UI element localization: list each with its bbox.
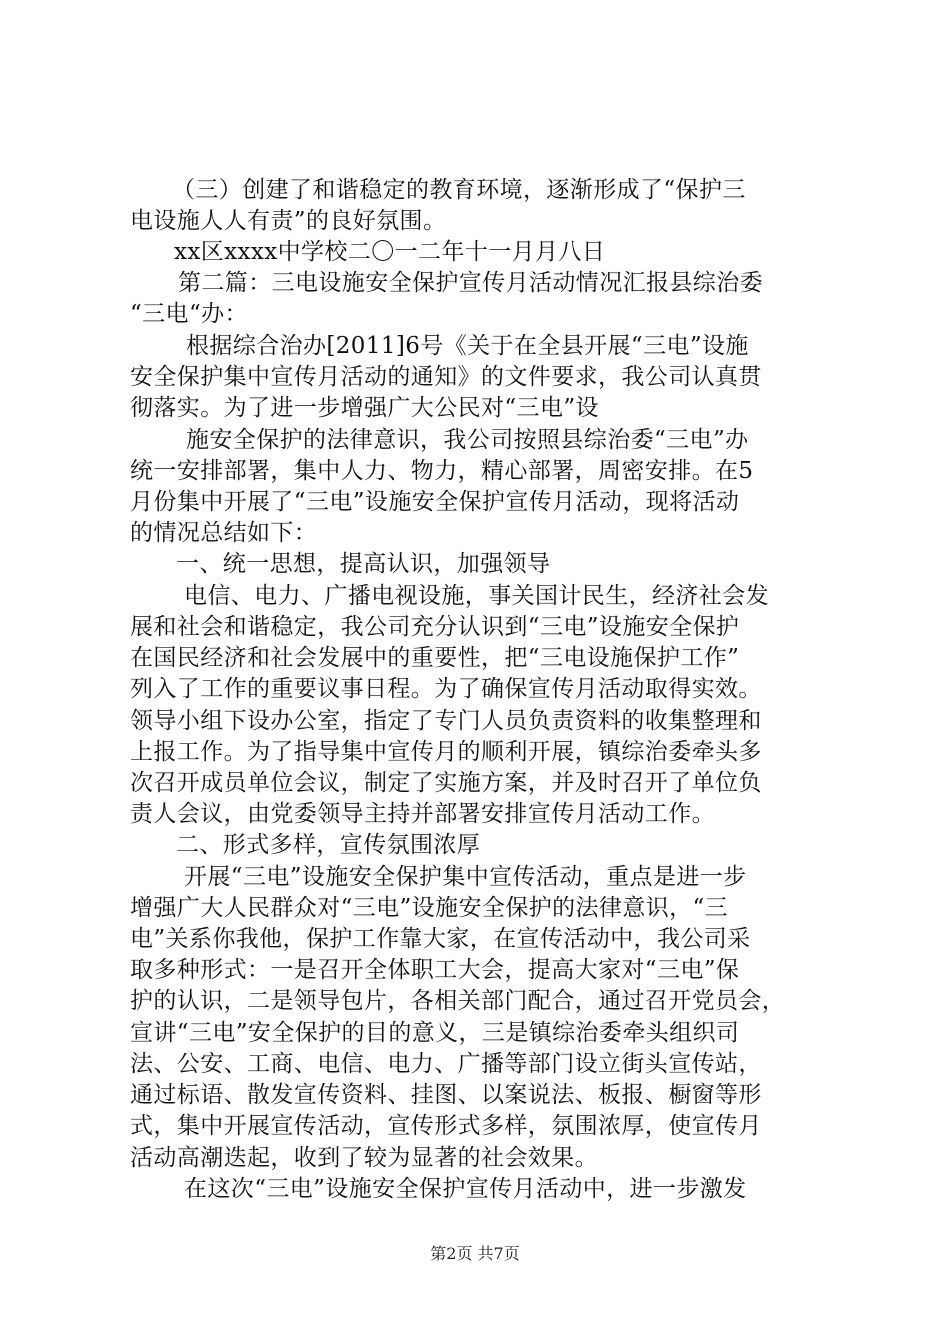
text-line: 责人会议，由党委领导主持并部署安排宣传月活动工作。 <box>130 801 715 827</box>
text-line: 式，集中开展宣传活动，宣传形式多样，氛围浓厚，使宣传月 <box>130 1113 762 1139</box>
text-line: 法、公安、工商、电信、电力、广播等部门设立街头宣传站， <box>130 1051 762 1077</box>
text-line: 安全保护集中宣传月活动的通知》的文件要求，我公司认真贯 <box>130 364 762 390</box>
text-line: 在这次“三电”设施安全保护宣传月活动中，进一步激发 <box>184 1176 747 1202</box>
text-line: xx区xxxx中学校二〇一二年十一月月八日 <box>174 239 606 265</box>
text-line: 领导小组下设办公室，指定了专门人员负责资料的收集整理和 <box>130 708 762 734</box>
text-line: 电”关系你我他，保护工作靠大家，在宣传活动中，我公司采 <box>130 926 751 952</box>
text-line: 在国民经济和社会发展中的重要性，把“三电设施保护工作” <box>130 645 740 671</box>
text-line: 施安全保护的法律意识，我公司按照县综治委“三电”办 <box>186 427 749 453</box>
text-line: 次召开成员单位会议，制定了实施方案，并及时召开了单位负 <box>130 770 762 796</box>
text-line: 根据综合治办[2011]6号《关于在全县开展“三电”设施 <box>186 333 749 359</box>
text-line: 上报工作。为了指导集中宣传月的顺利开展，镇综治委牵头多 <box>130 739 762 765</box>
text-line: 取多种形式：一是召开全体职工大会，提高大家对“三电”保 <box>130 957 740 983</box>
text-line: 列入了工作的重要议事日程。为了确保宣传月活动取得实效。 <box>130 676 762 702</box>
text-line: “三电“办： <box>130 301 248 327</box>
section-heading: 第二篇：三电设施安全保护宣传月活动情况汇报县综治委 <box>178 270 763 296</box>
page-number-footer: 第2页 共7页 <box>430 1244 520 1263</box>
text-line: （三）创建了和谐稳定的教育环境，逐渐形成了“保护三 <box>172 177 746 203</box>
text-line: 增强广大人民群众对“三电”设施安全保护的法律意识，“三 <box>130 895 729 921</box>
text-line: 护的认识，二是领导包片，各相关部门配合，通过召开党员会， <box>130 988 786 1014</box>
text-line: 的情况总结如下： <box>130 520 318 546</box>
text-line: 月份集中开展了“三电”设施安全保护宣传月活动，现将活动 <box>130 489 740 515</box>
subheading: 一、统一思想，提高认识，加强领导 <box>176 551 551 577</box>
text-line: 统一安排部署，集中人力、物力，精心部署，周密安排。在5 <box>130 458 754 484</box>
text-line: 电信、电力、广播电视设施，事关国计民生，经济社会发 <box>184 583 769 609</box>
text-line: 展和社会和谐稳定，我公司充分认识到“三电”设施安全保护 <box>130 614 740 640</box>
subheading: 二、形式多样，宣传氛围浓厚 <box>176 832 481 858</box>
text-line: 彻落实。为了进一步增强广大公民对“三电”设 <box>130 395 599 421</box>
text-line: 活动高潮迭起，收到了较为显著的社会效果。 <box>130 1145 598 1171</box>
text-line: 电设施人人有责”的良好氛围。 <box>130 208 447 234</box>
text-line: 通过标语、散发宣传资料、挂图、以案说法、板报、橱窗等形 <box>130 1082 762 1108</box>
text-line: 宣讲“三电”安全保护的目的意义，三是镇综治委牵头组织司 <box>130 1020 740 1046</box>
text-line: 开展“三电”设施安全保护集中宣传活动，重点是进一步 <box>184 864 747 890</box>
